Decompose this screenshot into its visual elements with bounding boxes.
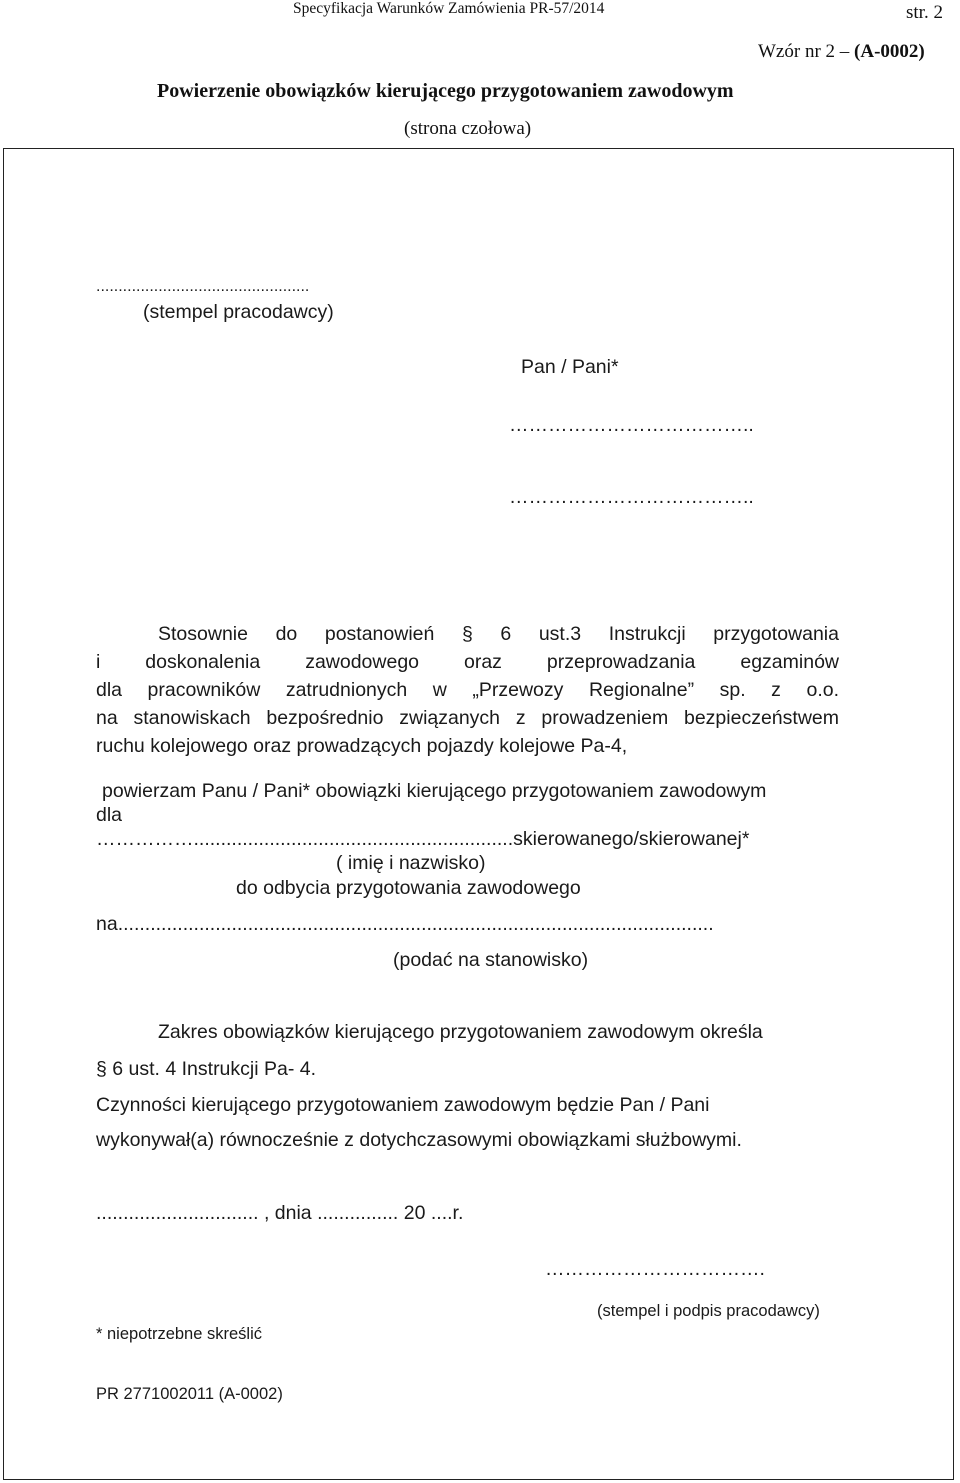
- signature-label: (stempel i podpis pracodawcy): [597, 1302, 820, 1320]
- form-frame: [3, 148, 954, 1480]
- duties-line-2: wykonywał(a) równocześnie z dotychczasowymi obowiązkami służbowymi.: [96, 1129, 742, 1151]
- para1-line-5: ruchu kolejowego oraz prowadzących pojazdy kolejowe Pa-4,: [96, 735, 628, 757]
- footnote: * niepotrzebne skreślić: [96, 1325, 262, 1343]
- scope-line-1: Zakres obowiązków kierującego przygotowaniem zawodowym określa: [158, 1021, 763, 1043]
- training-line: do odbycia przygotowania zawodowego: [236, 877, 581, 899]
- addressee-label: Pan / Pani*: [521, 356, 619, 378]
- position-line: na..............................................................................................................: [96, 913, 714, 935]
- date-line: .............................. , dnia ............... 20 ....r.: [96, 1202, 464, 1224]
- document-code: PR 2771002011 (A-0002): [96, 1385, 283, 1403]
- template-prefix: Wzór nr 2 –: [758, 41, 850, 62]
- position-label: (podać na stanowisko): [393, 949, 589, 971]
- spec-header: Specyfikacja Warunków Zamówienia PR-57/2014: [293, 0, 605, 17]
- dla-label: dla: [96, 804, 123, 826]
- addressee-dots-2: ………………………………..: [509, 486, 754, 508]
- name-line: ……………...........................................................skierowanego/skierowanej*: [96, 828, 750, 850]
- duties-line-1: Czynności kierującego przygotowaniem zawodowym będzie Pan / Pani: [96, 1094, 710, 1116]
- document-subtitle: (strona czołowa): [404, 118, 532, 139]
- template-number: [758, 41, 925, 63]
- scope-line-2: § 6 ust. 4 Instrukcji Pa- 4.: [96, 1058, 317, 1080]
- para1-line-4: na stanowiskach bezpośrednio związanych z prowadzeniem bezpieczeństwem: [96, 707, 839, 729]
- para1-line-1: Stosownie do postanowień § 6 ust.3 Instrukcji przygotowania: [158, 623, 839, 645]
- page-number: str. 2: [906, 2, 943, 23]
- para1-line-2: i doskonalenia zawodowego oraz przeprowadzania egzaminów: [96, 651, 839, 673]
- document-title: Powierzenie obowiązków kierującego przygotowaniem zawodowym: [157, 80, 734, 102]
- stamp-label: (stempel pracodawcy): [143, 301, 334, 323]
- para1-line-3: dla pracowników zatrudnionych w „Przewozy Regionalne” sp. z o.o.: [96, 679, 839, 701]
- name-label: ( imię i nazwisko): [336, 852, 486, 874]
- stamp-dots: ................................................: [96, 278, 310, 295]
- template-code: (A-0002): [854, 41, 925, 62]
- addressee-dots-1: ………………………………..: [509, 414, 754, 436]
- signature-dots: …………………………….: [545, 1258, 765, 1280]
- entrust-line: powierzam Panu / Pani* obowiązki kierującego przygotowaniem zawodowym: [102, 780, 767, 802]
